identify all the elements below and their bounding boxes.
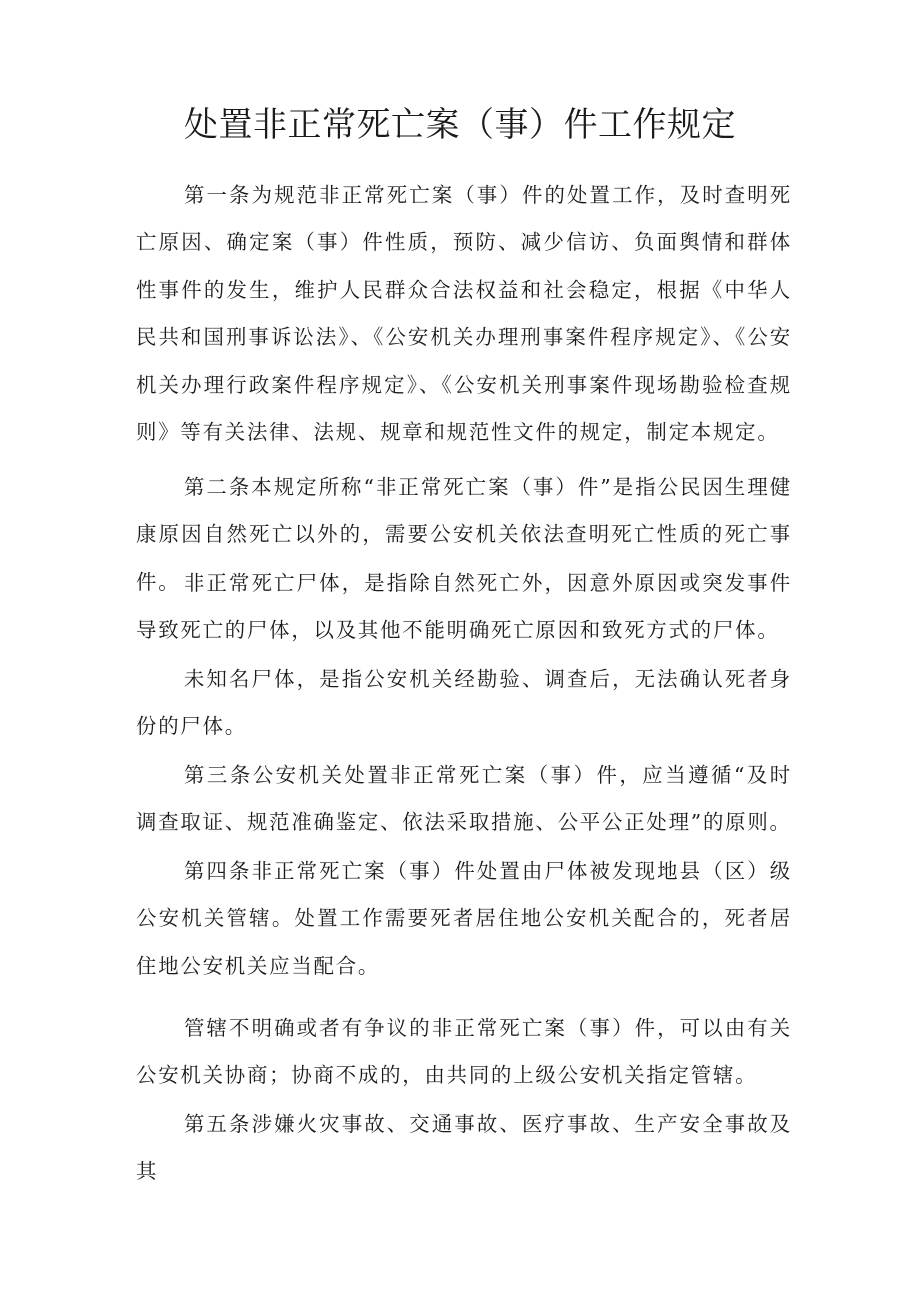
paragraph-unidentified-body: 未知名尸体，是指公安机关经勘验、调查后，无法确认死者身份的尸体。 bbox=[136, 667, 792, 739]
paragraph-article-4: 第四条非正常死亡案（事）件处置由尸体被发现地县（区）级公安机关管辖。处置工作需要死者居住地公安机关配合的，死者居住地公安机关应当配合。 bbox=[136, 859, 792, 978]
paragraph-abnormal-death-body: 非正常死亡尸体，是指除自然死亡外，因意外原因或突发事件导致死亡的尸体，以及其他不能明确死亡原因和致死方式的尸体。 bbox=[136, 571, 792, 643]
paragraph-article-2: 第二条本规定所称“非正常死亡案（事）件”是指公民因生理健康原因自然死亡以外的，需要公安机关依法查明死亡性质的死亡事件。 bbox=[136, 475, 792, 594]
document-title: 处置非正常死亡案（事）件工作规定 bbox=[184, 105, 736, 145]
paragraph-jurisdiction-dispute: 管辖不明确或者有争议的非正常死亡案（事）件，可以由有关公安机关协商；协商不成的，由共同的上级公安机关指定管辖。 bbox=[136, 1016, 792, 1088]
paragraph-article-5: 第五条涉嫌火灾事故、交通事故、医疗事故、生产安全事故及其 bbox=[136, 1112, 792, 1184]
paragraph-article-3: 第三条公安机关处置非正常死亡案（事）件，应当遵循“及时调查取证、规范准确鉴定、依法采取措施、公平公正处理”的原则。 bbox=[136, 763, 792, 835]
paragraph-article-1: 第一条为规范非正常死亡案（事）件的处置工作，及时查明死亡原因、确定案（事）件性质，预防、减少信访、负面舆情和群体性事件的发生，维护人民群众合法权益和社会稳定，根据《中华人民共和国刑事诉讼法》、《公安机关办理刑事案件程序规定》、《公安机关办理行政案件程序规定》、《公安机关刑事案件现场勘验检查规则》等有关法律、法规、规章和规范性文件的规定，制定本规定。 bbox=[136, 183, 792, 445]
